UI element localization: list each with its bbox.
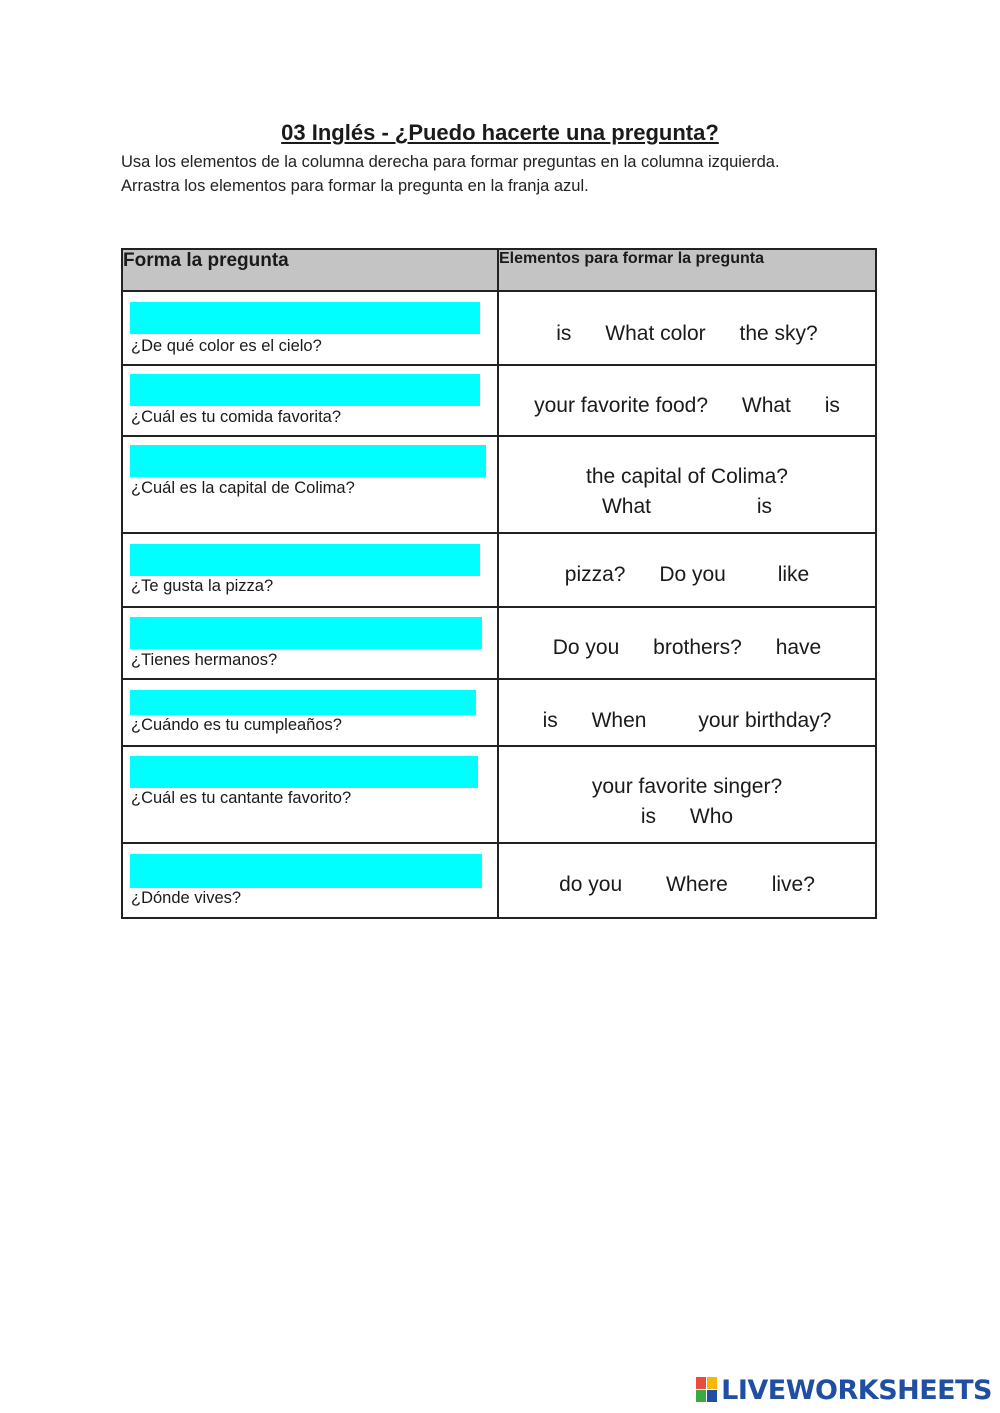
word-bank-cell [498,291,876,365]
question-text: ¿Cuándo es tu cumpleaños? [131,716,342,734]
brand-logo [696,1375,992,1405]
worksheet-table [121,248,877,919]
column-header-right: Elementos para formar la pregunta [498,249,876,291]
question-text: ¿Te gusta la pizza? [131,577,274,595]
table-row [122,607,876,679]
column-header-left: Forma la pregunta [122,249,498,291]
word-chip[interactable]: have [775,636,822,659]
word-chip[interactable]: What color [605,322,706,345]
answer-drop-zone[interactable] [130,544,480,576]
word-chip[interactable]: your favorite food? [534,394,709,417]
word-bank-cell [498,679,876,746]
word-chip[interactable]: is [756,495,773,518]
answer-drop-zone[interactable] [130,302,480,334]
question-text: ¿De qué color es el cielo? [131,337,322,355]
answer-cell [122,607,498,679]
word-chip[interactable]: your birthday? [698,709,832,732]
table-header-row [122,249,876,291]
word-chip[interactable]: like [777,563,810,586]
word-chip[interactable]: is [556,322,572,345]
word-chip[interactable]: is [640,805,657,828]
answer-drop-zone[interactable] [130,690,476,715]
question-text: ¿Dónde vives? [131,889,242,907]
question-text: ¿Cuál es la capital de Colima? [131,479,355,497]
table-row [122,746,876,843]
word-chip[interactable]: pizza? [564,563,626,586]
answer-cell [122,679,498,746]
answer-drop-zone[interactable] [130,756,478,788]
table-row [122,291,876,365]
answer-drop-zone[interactable] [130,617,482,649]
table-row [122,533,876,607]
word-chip[interactable]: your favorite singer? [591,775,783,798]
answer-cell [122,533,498,607]
table-row [122,436,876,533]
liveworksheets-logo-icon [696,1377,718,1403]
word-chip[interactable]: What [601,495,651,518]
word-bank-cell [498,533,876,607]
page-title: 03 Inglés - ¿Puedo hacerte una pregunta? [281,120,719,145]
instruction-line-1: Usa los elementos de la columna derecha para formar preguntas en la columna izquierda. [121,153,780,171]
word-chip[interactable]: What [741,394,791,417]
word-chip[interactable]: Who [689,805,734,828]
word-bank-cell [498,436,876,533]
table-row [122,843,876,918]
word-chip[interactable]: Do you [659,563,726,586]
word-bank-cell [498,746,876,843]
question-text: ¿Cuál es tu cantante favorito? [131,789,352,807]
answer-drop-zone[interactable] [130,854,482,888]
word-chip[interactable]: is [824,394,840,417]
word-bank-cell [498,607,876,679]
word-chip[interactable]: do you [559,873,623,896]
answer-cell [122,365,498,436]
word-chip[interactable]: Do you [552,636,620,659]
answer-cell [122,746,498,843]
answer-cell [122,291,498,365]
answer-drop-zone[interactable] [130,374,480,406]
word-bank-cell [498,365,876,436]
word-bank-cell [498,843,876,918]
answer-cell [122,843,498,918]
answer-cell [122,436,498,533]
word-chip[interactable]: is [542,709,558,732]
table-row [122,679,876,746]
word-chip[interactable]: When [591,709,647,732]
word-chip[interactable]: Where [666,873,728,896]
table-row [122,365,876,436]
word-chip[interactable]: brothers? [653,636,742,659]
brand-name: LIVEWORKSHEETS [721,1374,992,1406]
word-chip[interactable]: the sky? [739,322,818,345]
word-chip[interactable]: live? [771,873,815,896]
question-text: ¿Tienes hermanos? [131,651,278,669]
question-text: ¿Cuál es tu comida favorita? [131,408,342,426]
instruction-line-2: Arrastra los elementos para formar la pregunta en la franja azul. [121,177,589,195]
answer-drop-zone[interactable] [130,445,486,477]
word-chip[interactable]: the capital of Colima? [586,465,788,488]
